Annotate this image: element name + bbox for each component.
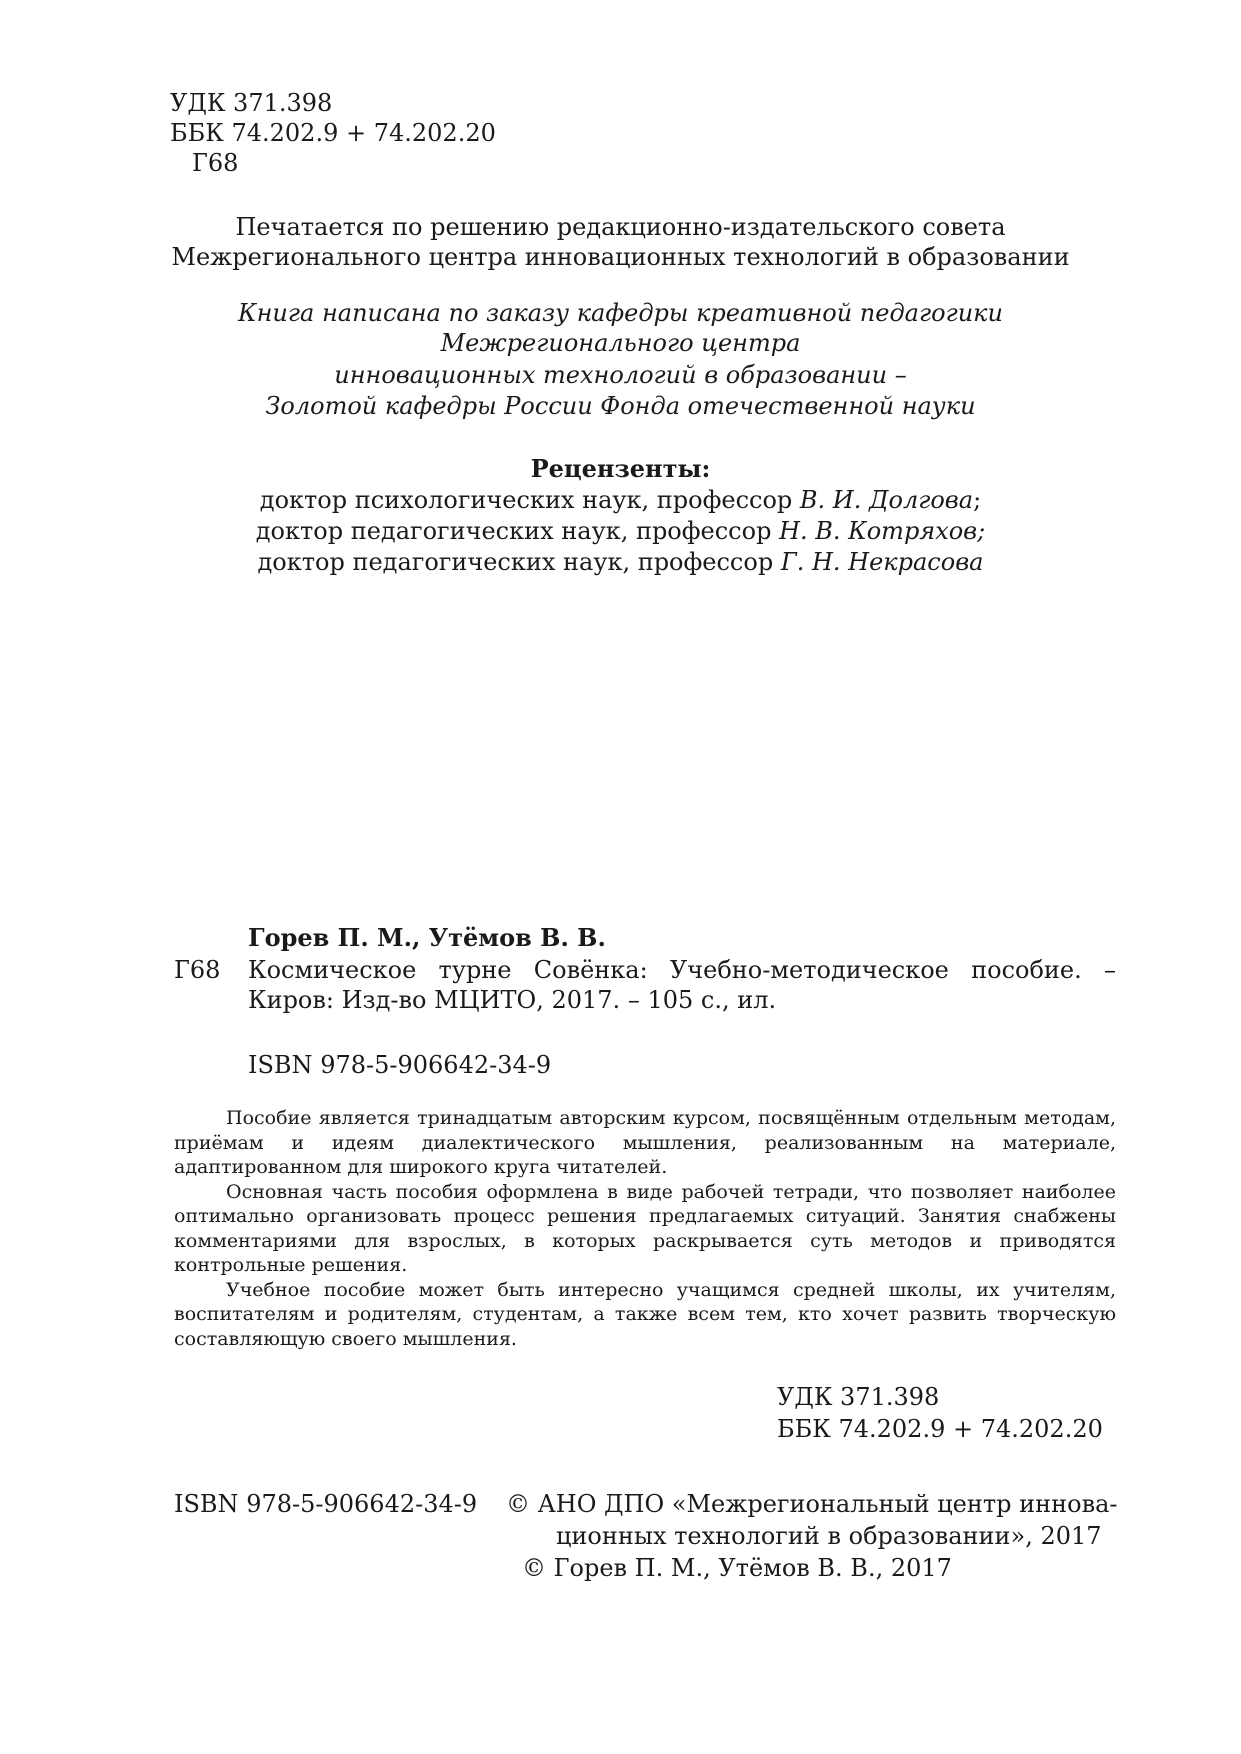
bbk-index: ББК 74.202.9 + 74.202.20 [170, 119, 496, 147]
publication-decision-line-2: Межрегионального центра инновационных технологий в образовании [171, 243, 1070, 271]
author-sign: Г68 [192, 149, 239, 177]
publication-decision-line-1: Печатается по решению редакционно-издательского совета [235, 213, 1006, 241]
udk-index: УДК 371.398 [170, 89, 333, 117]
copyright-authors: © Горев П. М., Утёмов В. В., 2017 [522, 1554, 952, 1582]
commission-note-line-2: Межрегионального центра [440, 329, 801, 357]
reviewer-end: ; [973, 486, 982, 514]
reviewer-name: В. И. Долгова [799, 486, 974, 514]
bbk-index-bottom: ББК 74.202.9 + 74.202.20 [777, 1415, 1103, 1443]
reviewer-item [0, 516, 1241, 546]
book-description: Космическое турне Совёнка: Учебно-методическое пособие. – Киров: Изд-во МЦИТО, 2017. – 105 с., ил. [248, 956, 1116, 1014]
annotation-paragraph: Учебное пособие может быть интересно учащимся средней школы, их учителям, воспитателям и родителям, студентам, а также всем тем, кто хочет развить творческую составляющую своего мышления. [174, 1278, 1116, 1350]
commission-note-line-1: Книга написана по заказу кафедры креативной педагогики [238, 299, 1003, 327]
commission-note-line-4: Золотой кафедры России Фонда отечественной науки [265, 392, 976, 420]
reviewer-item [0, 547, 1241, 577]
reviewer-name: Н. В. Котряхов; [779, 517, 986, 545]
record-sign: Г68 [174, 956, 221, 984]
reviewer-name: Г. Н. Некрасова [780, 548, 984, 576]
book-authors: Горев П. М., Утёмов В. В. [248, 923, 606, 952]
reviewers-heading: Рецензенты: [530, 454, 711, 483]
udk-index-bottom: УДК 371.398 [777, 1383, 940, 1411]
reviewer-title: доктор педагогических наук, профессор [257, 548, 781, 576]
annotation-paragraph: Пособие является тринадцатым авторским курсом, посвящённым отдельным методам, приёмам и идеям диалектического мышления, реализованным на материале, адаптированном для широкого круга читателей. [174, 1107, 1116, 1178]
reviewer-item [0, 485, 1241, 515]
commission-note-line-3: инновационных технологий в образовании – [334, 361, 907, 389]
annotation [174, 1106, 1116, 1351]
copyright-organization-line-2: ционных технологий в образовании», 2017 [556, 1522, 1102, 1550]
annotation-paragraph: Основная часть пособия оформлена в виде рабочей тетради, что позволяет наиболее оптимально организовать процесс решения предлагаемых ситуаций. Занятия снабжены комментариями для взрослых, в которых раскрывается суть методов и приводятся контрольные решения. [174, 1180, 1116, 1276]
copyright-isbn: ISBN 978-5-906642-34-9 [174, 1490, 478, 1518]
reviewer-title: доктор психологических наук, профессор [259, 486, 800, 514]
reviewer-title: доктор педагогических наук, профессор [255, 517, 780, 545]
record-isbn: ISBN 978-5-906642-34-9 [248, 1051, 552, 1079]
copyright-organization-line-1: © АНО ДПО «Межрегиональный центр иннова- [506, 1490, 1118, 1518]
